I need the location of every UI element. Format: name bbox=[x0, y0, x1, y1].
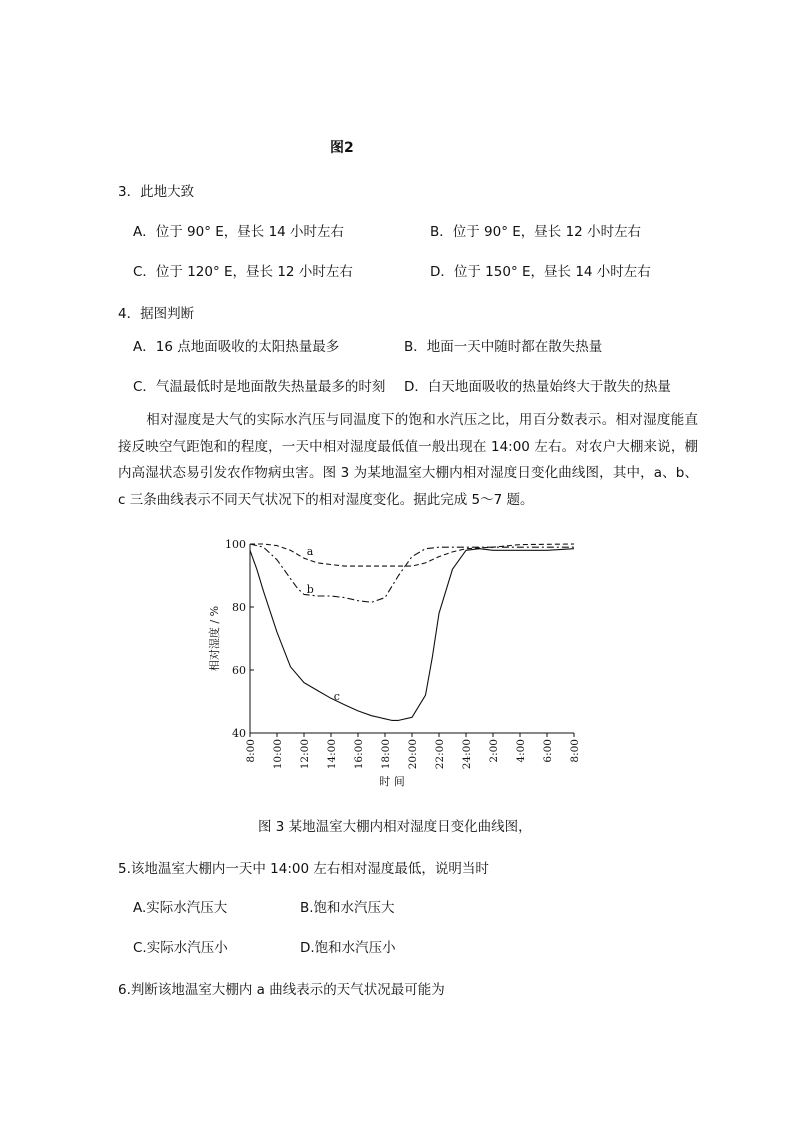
x-tick-label-11: 6:00 bbox=[542, 739, 554, 763]
y-tick-label-60: 60 bbox=[232, 664, 246, 677]
chart-series bbox=[250, 544, 574, 720]
question-5-option-c[interactable]: C.实际水汽压小 bbox=[133, 940, 228, 956]
figure-3-caption: 图 3 某地温室大棚内相对湿度日变化曲线图， bbox=[258, 819, 532, 835]
series-a-line bbox=[250, 544, 574, 566]
question-3-stem: 3．此地大致 bbox=[118, 184, 195, 200]
relative-humidity-chart bbox=[200, 533, 590, 793]
passage bbox=[118, 407, 698, 513]
question-5-option-d[interactable]: D.饱和水汽压小 bbox=[300, 940, 396, 956]
y-axis-label: 相对湿度 / % bbox=[208, 605, 221, 672]
question-5-option-b[interactable]: B.饱和水汽压大 bbox=[300, 900, 395, 916]
question-3-option-a[interactable]: A．位于 90° E，昼长 14 小时左右 bbox=[133, 224, 345, 240]
series-c-label: c bbox=[333, 689, 340, 703]
x-axis-label: 时 间 bbox=[379, 775, 405, 788]
x-tick-label-8: 24:00 bbox=[461, 739, 473, 770]
question-3-option-c[interactable]: C．位于 120° E，昼长 12 小时左右 bbox=[133, 264, 353, 280]
question-4-option-a[interactable]: A．16 点地面吸收的太阳热量最多 bbox=[133, 339, 340, 355]
question-3-option-b[interactable]: B．位于 90° E，昼长 12 小时左右 bbox=[430, 224, 642, 240]
x-tick-label-7: 22:00 bbox=[434, 739, 446, 770]
x-tick-label-5: 18:00 bbox=[380, 739, 392, 770]
chart-labels bbox=[307, 545, 340, 703]
passage-text: 相对湿度是大气的实际水汽压与同温度下的饱和水汽压之比，用百分数表示。相对湿度能直接反映空气距饱和的程度，一天中相对湿度最低值一般出现在 14:00 左右。对农户大棚来说，棚内高湿状态易引发农作物病虫害。图 3 为某地温室大棚内相对湿度日变化曲线图，其中，a、b、c 三条曲线表示不同天气状况下的相对湿度变化。据此完成 5～7 题。 bbox=[118, 412, 698, 508]
x-tick-label-2: 12:00 bbox=[299, 739, 311, 770]
question-4-option-d[interactable]: D．白天地面吸收的热量始终大于散失的热量 bbox=[404, 379, 671, 395]
question-4-stem: 4．据图判断 bbox=[118, 306, 195, 322]
x-tick-label-0: 8:00 bbox=[245, 739, 257, 763]
x-tick-label-3: 14:00 bbox=[326, 739, 338, 770]
series-b-label: b bbox=[306, 582, 314, 596]
x-tick-label-1: 10:00 bbox=[272, 739, 284, 770]
question-6-stem: 6.判断该地温室大棚内 a 曲线表示的天气状况最可能为 bbox=[118, 982, 445, 998]
x-tick-label-9: 2:00 bbox=[488, 739, 500, 763]
question-3-option-d[interactable]: D．位于 150° E，昼长 14 小时左右 bbox=[430, 264, 651, 280]
x-tick-label-6: 20:00 bbox=[407, 739, 419, 770]
series-c-line bbox=[250, 549, 574, 721]
chart-axes bbox=[207, 538, 581, 788]
y-tick-label-100: 100 bbox=[225, 538, 246, 551]
question-5-stem: 5.该地温室大棚内一天中 14:00 左右相对湿度最低，说明当时 bbox=[118, 861, 489, 877]
question-4-option-b[interactable]: B．地面一天中随时都在散失热量 bbox=[404, 339, 603, 355]
y-tick-label-80: 80 bbox=[232, 601, 246, 614]
series-a-label: a bbox=[306, 545, 314, 559]
series-b-line bbox=[250, 544, 574, 602]
x-tick-label-4: 16:00 bbox=[353, 739, 365, 770]
x-tick-label-12: 8:00 bbox=[569, 739, 581, 763]
question-4-option-c[interactable]: C．气温最低时是地面散失热量最多的时刻 bbox=[133, 379, 386, 395]
y-tick-label-40: 40 bbox=[232, 727, 246, 740]
question-5-option-a[interactable]: A.实际水汽压大 bbox=[133, 900, 228, 916]
figure-2-caption: 图2 bbox=[330, 140, 354, 156]
x-tick-label-10: 4:00 bbox=[515, 739, 527, 763]
